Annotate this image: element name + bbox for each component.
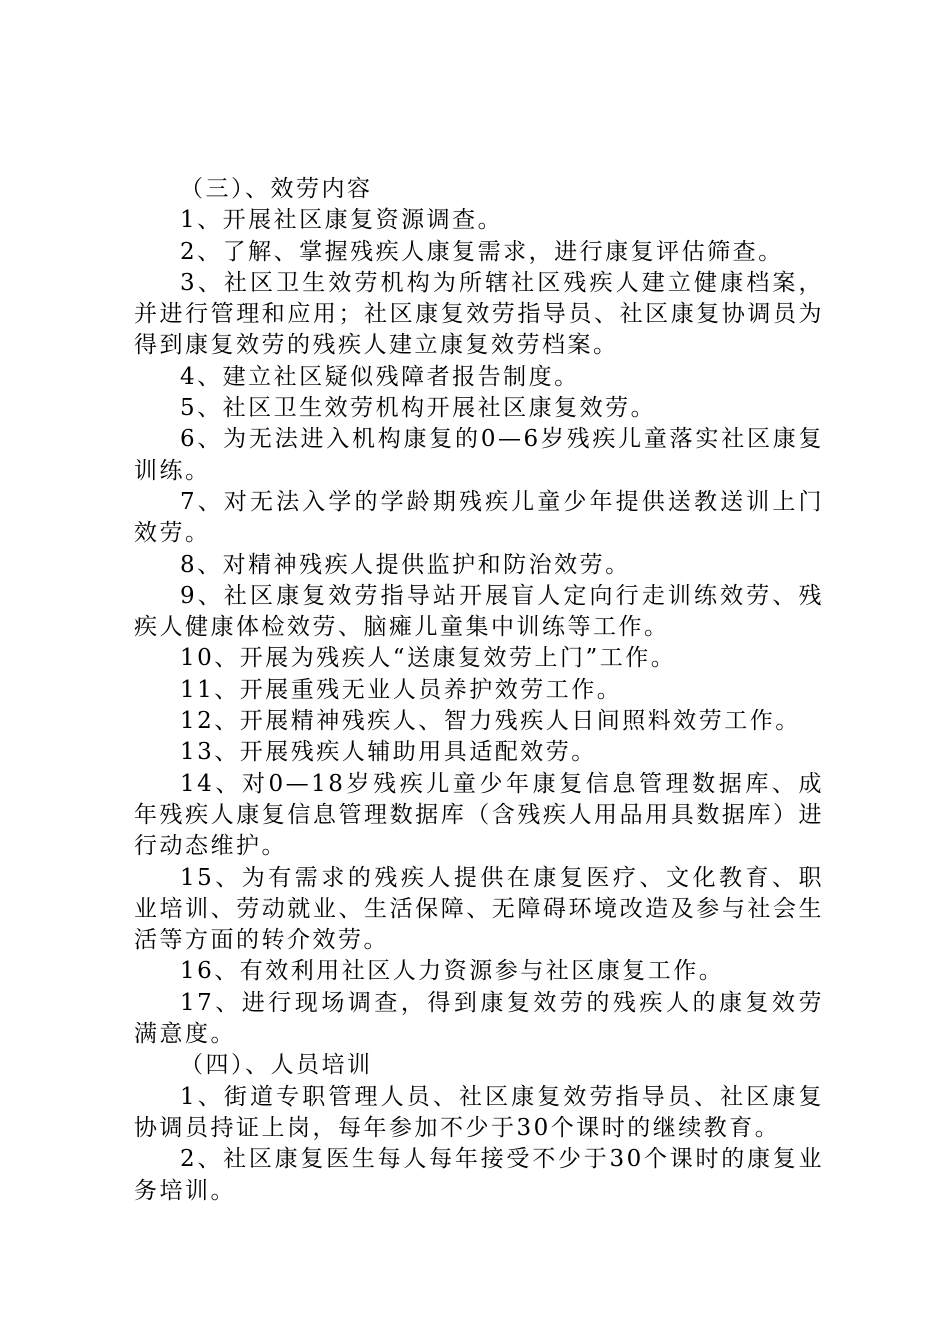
section-3-item-9: 9、社区康复效劳指导站开展盲人定向行走训练效劳、残疾人健康体检效劳、脑瘫儿童集中训练等工作。 xyxy=(134,582,824,641)
section-3-item-1: 1、开展社区康复资源调查。 xyxy=(180,207,504,234)
section-3-item-5: 5、社区卫生效劳机构开展社区康复效劳。 xyxy=(180,395,657,422)
section-3-item-10: 10、开展为残疾人“送康复效劳上门”工作。 xyxy=(180,645,677,672)
section-4-item-1: 1、街道专职管理人员、社区康复效劳指导员、社区康复协调员持证上岗，每年参加不少于30个课时的继续教育。 xyxy=(134,1083,824,1141)
section-4-heading: （四）、人员培训 xyxy=(180,1052,373,1079)
section-3-item-11: 11、开展重残无业人员养护效劳工作。 xyxy=(180,676,623,703)
document-page xyxy=(134,174,824,1207)
section-3-item-2: 2、了解、掌握残疾人康复需求，进行康复评估筛查。 xyxy=(180,238,784,265)
section-3-heading: （三）、效劳内容 xyxy=(180,176,373,202)
section-3-item-4: 4、建立社区疑似残障者报告制度。 xyxy=(180,363,580,390)
section-3-item-15: 15、为有需求的残疾人提供在康复医疗、文化教育、职业培训、劳动就业、生活保障、无障碍环境改造及参与社会生活等方面的转介效劳。 xyxy=(134,864,824,954)
section-3-item-17: 17、进行现场调查，得到康复效劳的残疾人的康复效劳满意度。 xyxy=(134,989,824,1048)
section-4-item-2: 2、社区康复医生每人每年接受不少于30个课时的康复业务培训。 xyxy=(134,1146,824,1204)
section-3-item-3: 3、社区卫生效劳机构为所辖社区残疾人建立健康档案，并进行管理和应用；社区康复效劳指导员、社区康复协调员为得到康复效劳的残疾人建立康复效劳档案。 xyxy=(134,269,824,359)
section-3-item-7: 7、对无法入学的学龄期残疾儿童少年提供送教送训上门效劳。 xyxy=(134,488,824,547)
section-3-item-8: 8、对精神残疾人提供监护和防治效劳。 xyxy=(180,551,631,578)
section-3-item-6: 6、为无法进入机构康复的0—6岁残疾儿童落实社区康复训练。 xyxy=(134,426,824,484)
section-3-item-13: 13、开展残疾人辅助用具适配效劳。 xyxy=(180,739,597,766)
section-3-item-16: 16、有效利用社区人力资源参与社区康复工作。 xyxy=(180,958,725,985)
section-3-item-12: 12、开展精神残疾人、智力残疾人日间照料效劳工作。 xyxy=(180,708,801,735)
section-3-item-14: 14、对0—18岁残疾儿童少年康复信息管理数据库、成年残疾人康复信息管理数据库（含残疾人用品用具数据库）进行动态维护。 xyxy=(134,770,824,860)
